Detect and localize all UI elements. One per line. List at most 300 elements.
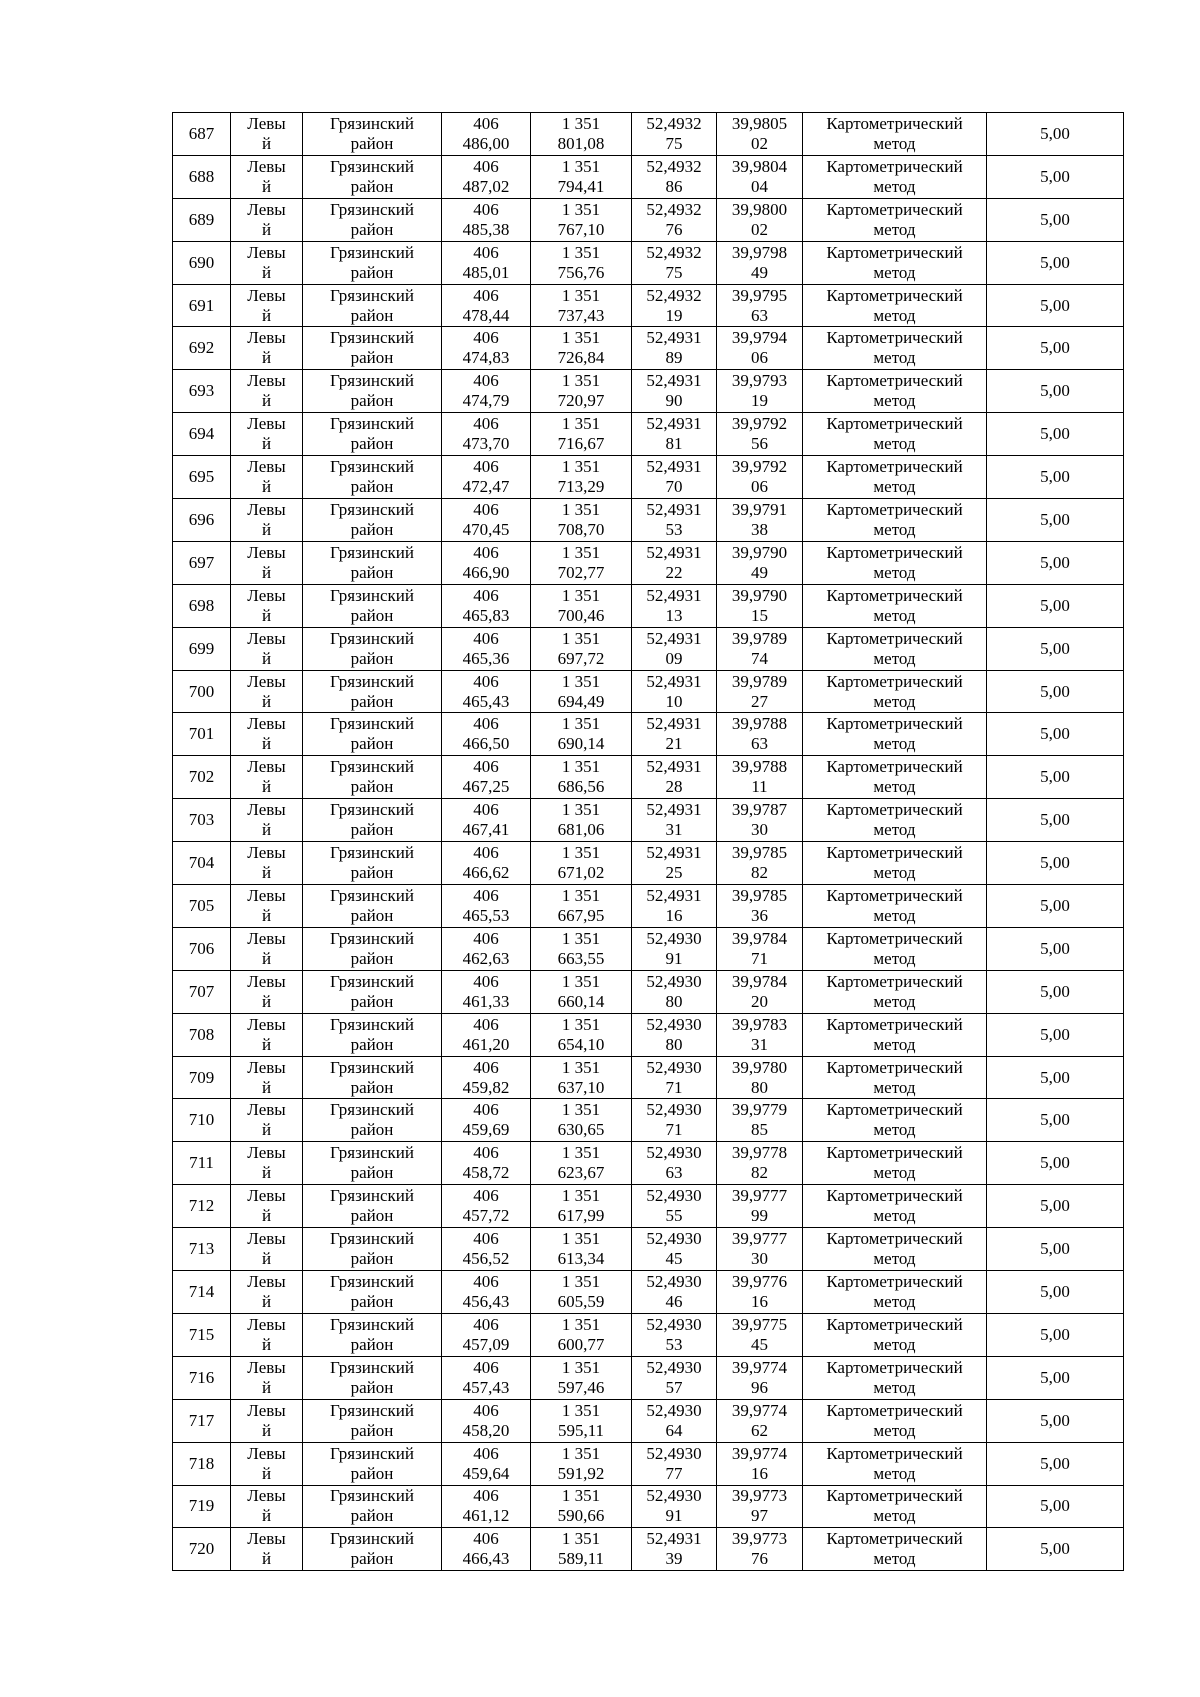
y-coordinate-line: 1 351 (561, 1100, 601, 1120)
table-row (173, 627, 1124, 670)
district-line: Грязинский (330, 156, 414, 176)
x-coordinate-line: 466,43 (462, 1549, 510, 1569)
y-coordinate-line: 1 351 (561, 1400, 601, 1420)
method-cell (803, 1056, 987, 1099)
longitude-line: 49 (751, 562, 768, 582)
point-number-cell: 688 (173, 155, 231, 198)
side-cell (231, 541, 303, 584)
y-coordinate-line: 1 351 (561, 714, 601, 734)
latitude-line: 52,4931 (646, 542, 702, 562)
method-line: Картометрический (826, 285, 963, 305)
x-coordinate-line: 406 (473, 156, 499, 176)
side-line: Левы (247, 1229, 286, 1249)
longitude-line: 16 (751, 1463, 768, 1483)
side-cell (231, 799, 303, 842)
longitude-cell (717, 670, 803, 713)
table-row (173, 799, 1124, 842)
district-cell (303, 1013, 442, 1056)
y-coordinate-line: 767,10 (557, 219, 605, 239)
accuracy-cell: 5,00 (987, 756, 1124, 799)
latitude-line: 52,4931 (646, 499, 702, 519)
district-cell (303, 1399, 442, 1442)
district-line: район (350, 691, 394, 711)
district-cell (303, 198, 442, 241)
accuracy-cell: 5,00 (987, 1056, 1124, 1099)
method-cell (803, 1356, 987, 1399)
accuracy-cell: 5,00 (987, 1185, 1124, 1228)
y-coordinate-line: 1 351 (561, 628, 601, 648)
longitude-line: 39,9798 (731, 242, 788, 262)
y-coordinate-line: 1 351 (561, 1271, 601, 1291)
side-line: Левы (247, 1186, 286, 1206)
x-coordinate-line: 485,38 (462, 219, 510, 239)
x-coordinate-cell (442, 327, 531, 370)
y-coordinate-line: 1 351 (561, 414, 601, 434)
latitude-line: 53 (665, 519, 683, 539)
x-coordinate-cell (442, 970, 531, 1013)
method-line: метод (873, 648, 916, 668)
district-line: район (350, 820, 394, 840)
latitude-line: 57 (665, 1377, 683, 1397)
longitude-cell (717, 756, 803, 799)
district-line: район (350, 863, 394, 883)
longitude-line: 39,9785 (731, 843, 788, 863)
longitude-cell (717, 584, 803, 627)
side-cell (231, 1313, 303, 1356)
point-number-cell: 719 (173, 1485, 231, 1528)
y-coordinate-line: 1 351 (561, 1057, 601, 1077)
y-coordinate-line: 700,46 (557, 605, 605, 625)
method-cell (803, 1228, 987, 1271)
latitude-line: 52,4931 (646, 800, 702, 820)
method-line: Картометрический (826, 328, 963, 348)
district-line: Грязинский (330, 714, 414, 734)
method-line: Картометрический (826, 757, 963, 777)
y-coordinate-line: 1 351 (561, 457, 601, 477)
table-row (173, 499, 1124, 542)
side-line: Левы (247, 113, 286, 133)
district-line: Грязинский (330, 199, 414, 219)
y-coordinate-cell (531, 1271, 632, 1314)
x-coordinate-line: 462,63 (462, 948, 510, 968)
district-line: Грязинский (330, 457, 414, 477)
longitude-line: 39,9805 (731, 113, 788, 133)
district-line: Грязинский (330, 1271, 414, 1291)
x-coordinate-line: 461,33 (462, 991, 510, 1011)
x-coordinate-line: 406 (473, 328, 499, 348)
side-line: й (261, 1549, 272, 1569)
district-line: Грязинский (330, 628, 414, 648)
latitude-cell (632, 456, 717, 499)
x-coordinate-cell (442, 198, 531, 241)
side-line: Левы (247, 1486, 286, 1506)
side-cell (231, 927, 303, 970)
district-line: район (350, 1120, 394, 1140)
method-line: Картометрический (826, 1529, 963, 1549)
latitude-line: 52,4932 (646, 242, 702, 262)
longitude-line: 30 (751, 1249, 768, 1269)
district-line: Грязинский (330, 1014, 414, 1034)
accuracy-cell: 5,00 (987, 799, 1124, 842)
latitude-line: 53 (665, 1334, 683, 1354)
side-line: Левы (247, 928, 286, 948)
latitude-line: 52,4931 (646, 457, 702, 477)
method-line: метод (873, 991, 916, 1011)
longitude-line: 39,9776 (731, 1271, 788, 1291)
longitude-line: 39,9792 (731, 414, 788, 434)
x-coordinate-line: 458,20 (462, 1420, 510, 1440)
y-coordinate-line: 1 351 (561, 1229, 601, 1249)
y-coordinate-line: 605,59 (557, 1291, 605, 1311)
district-cell (303, 241, 442, 284)
y-coordinate-cell (531, 670, 632, 713)
method-line: метод (873, 562, 916, 582)
y-coordinate-line: 1 351 (561, 1357, 601, 1377)
latitude-line: 52,4930 (646, 1400, 702, 1420)
method-line: метод (873, 1163, 916, 1183)
y-coordinate-line: 1 351 (561, 1529, 601, 1549)
side-cell (231, 1442, 303, 1485)
x-coordinate-line: 406 (473, 671, 499, 691)
y-coordinate-cell (531, 155, 632, 198)
y-coordinate-cell (531, 1099, 632, 1142)
side-line: Левы (247, 1143, 286, 1163)
y-coordinate-cell (531, 756, 632, 799)
method-line: метод (873, 1377, 916, 1397)
district-line: район (350, 1249, 394, 1269)
y-coordinate-line: 1 351 (561, 156, 601, 176)
district-cell (303, 155, 442, 198)
x-coordinate-cell (442, 927, 531, 970)
latitude-line: 89 (665, 348, 683, 368)
table-row (173, 1185, 1124, 1228)
side-line: Левы (247, 671, 286, 691)
district-line: Грязинский (330, 1314, 414, 1334)
table-row (173, 1356, 1124, 1399)
latitude-line: 52,4930 (646, 1443, 702, 1463)
longitude-cell (717, 1442, 803, 1485)
table-row (173, 1485, 1124, 1528)
latitude-cell (632, 1142, 717, 1185)
latitude-line: 13 (665, 605, 683, 625)
method-line: Картометрический (826, 542, 963, 562)
accuracy-cell: 5,00 (987, 584, 1124, 627)
longitude-line: 96 (751, 1377, 768, 1397)
longitude-cell (717, 1056, 803, 1099)
method-line: Картометрический (826, 885, 963, 905)
side-line: й (261, 1291, 272, 1311)
x-coordinate-cell (442, 756, 531, 799)
method-line: Картометрический (826, 499, 963, 519)
latitude-line: 77 (665, 1463, 683, 1483)
longitude-cell (717, 1313, 803, 1356)
longitude-cell (717, 713, 803, 756)
longitude-cell (717, 842, 803, 885)
district-line: район (350, 176, 394, 196)
x-coordinate-line: 406 (473, 1271, 499, 1291)
method-line: Картометрический (826, 1100, 963, 1120)
district-line: Грязинский (330, 1529, 414, 1549)
district-cell (303, 927, 442, 970)
longitude-cell (717, 1356, 803, 1399)
district-line: Грязинский (330, 414, 414, 434)
y-coordinate-cell (531, 1528, 632, 1571)
longitude-line: 39,9795 (731, 285, 788, 305)
y-coordinate-cell (531, 842, 632, 885)
side-cell (231, 627, 303, 670)
latitude-line: 52,4931 (646, 628, 702, 648)
y-coordinate-cell (531, 1442, 632, 1485)
method-cell (803, 370, 987, 413)
method-line: метод (873, 905, 916, 925)
x-coordinate-line: 406 (473, 885, 499, 905)
method-line: метод (873, 1034, 916, 1054)
x-coordinate-cell (442, 799, 531, 842)
x-coordinate-cell (442, 1356, 531, 1399)
method-cell (803, 627, 987, 670)
method-cell (803, 799, 987, 842)
method-cell (803, 1528, 987, 1571)
method-line: Картометрический (826, 971, 963, 991)
side-cell (231, 1356, 303, 1399)
y-coordinate-line: 1 351 (561, 971, 601, 991)
longitude-line: 39,9784 (731, 971, 788, 991)
point-number-cell: 687 (173, 113, 231, 156)
y-coordinate-line: 1 351 (561, 542, 601, 562)
side-line: й (261, 133, 272, 153)
longitude-cell (717, 413, 803, 456)
latitude-line: 52,4931 (646, 885, 702, 905)
longitude-cell (717, 370, 803, 413)
district-line: район (350, 519, 394, 539)
district-cell (303, 627, 442, 670)
method-line: Картометрический (826, 1314, 963, 1334)
latitude-line: 52,4932 (646, 113, 702, 133)
longitude-line: 82 (751, 1163, 768, 1183)
longitude-line: 06 (751, 348, 768, 368)
x-coordinate-line: 406 (473, 542, 499, 562)
district-cell (303, 1271, 442, 1314)
method-cell (803, 1442, 987, 1485)
latitude-cell (632, 1185, 717, 1228)
x-coordinate-line: 457,43 (462, 1377, 510, 1397)
point-number-cell: 716 (173, 1356, 231, 1399)
table-row (173, 885, 1124, 928)
district-line: район (350, 1034, 394, 1054)
point-number-cell: 689 (173, 198, 231, 241)
x-coordinate-line: 459,82 (462, 1077, 510, 1097)
x-coordinate-line: 406 (473, 1443, 499, 1463)
table-row (173, 541, 1124, 584)
longitude-cell (717, 499, 803, 542)
side-cell (231, 1013, 303, 1056)
longitude-cell (717, 627, 803, 670)
latitude-line: 91 (665, 948, 683, 968)
latitude-line: 22 (665, 562, 683, 582)
latitude-cell (632, 927, 717, 970)
latitude-line: 46 (665, 1291, 683, 1311)
x-coordinate-line: 487,02 (462, 176, 510, 196)
longitude-line: 36 (751, 905, 768, 925)
latitude-cell (632, 1013, 717, 1056)
point-number-cell: 706 (173, 927, 231, 970)
y-coordinate-cell (531, 541, 632, 584)
side-cell (231, 198, 303, 241)
side-line: Левы (247, 542, 286, 562)
x-coordinate-cell (442, 284, 531, 327)
method-line: метод (873, 305, 916, 325)
accuracy-cell: 5,00 (987, 1485, 1124, 1528)
y-coordinate-line: 1 351 (561, 928, 601, 948)
point-number-cell: 712 (173, 1185, 231, 1228)
longitude-line: 74 (751, 648, 768, 668)
method-cell (803, 198, 987, 241)
latitude-cell (632, 1442, 717, 1485)
district-cell (303, 327, 442, 370)
district-cell (303, 541, 442, 584)
latitude-line: 90 (665, 391, 683, 411)
method-cell (803, 970, 987, 1013)
y-coordinate-line: 1 351 (561, 328, 601, 348)
method-cell (803, 756, 987, 799)
longitude-line: 71 (751, 948, 768, 968)
x-coordinate-cell (442, 1442, 531, 1485)
side-line: й (261, 777, 272, 797)
y-coordinate-cell (531, 198, 632, 241)
point-number-cell: 710 (173, 1099, 231, 1142)
method-line: Картометрический (826, 928, 963, 948)
y-coordinate-line: 660,14 (557, 991, 605, 1011)
side-cell (231, 713, 303, 756)
accuracy-cell: 5,00 (987, 241, 1124, 284)
district-line: Грязинский (330, 499, 414, 519)
district-line: район (350, 1377, 394, 1397)
x-coordinate-cell (442, 1099, 531, 1142)
district-line: Грязинский (330, 1486, 414, 1506)
district-line: Грязинский (330, 928, 414, 948)
point-number-cell: 695 (173, 456, 231, 499)
x-coordinate-cell (442, 584, 531, 627)
x-coordinate-line: 486,00 (462, 133, 510, 153)
latitude-cell (632, 1099, 717, 1142)
accuracy-cell: 5,00 (987, 499, 1124, 542)
y-coordinate-line: 1 351 (561, 1143, 601, 1163)
longitude-cell (717, 327, 803, 370)
y-coordinate-line: 1 351 (561, 757, 601, 777)
side-line: Левы (247, 328, 286, 348)
table-row (173, 970, 1124, 1013)
district-line: район (350, 391, 394, 411)
y-coordinate-line: 671,02 (557, 863, 605, 883)
point-number-cell: 705 (173, 885, 231, 928)
longitude-line: 39,9792 (731, 457, 788, 477)
side-cell (231, 670, 303, 713)
method-cell (803, 1399, 987, 1442)
table-row (173, 842, 1124, 885)
latitude-line: 52,4930 (646, 1057, 702, 1077)
table-row (173, 584, 1124, 627)
district-cell (303, 799, 442, 842)
latitude-cell (632, 1271, 717, 1314)
x-coordinate-line: 465,83 (462, 605, 510, 625)
method-line: метод (873, 1506, 916, 1526)
side-line: й (261, 1249, 272, 1269)
y-coordinate-line: 1 351 (561, 1443, 601, 1463)
method-line: метод (873, 777, 916, 797)
side-line: й (261, 434, 272, 454)
x-coordinate-cell (442, 713, 531, 756)
district-line: район (350, 434, 394, 454)
method-line: Картометрический (826, 1014, 963, 1034)
longitude-line: 63 (751, 305, 768, 325)
longitude-line: 20 (751, 991, 768, 1011)
x-coordinate-line: 461,20 (462, 1034, 510, 1054)
latitude-line: 09 (665, 648, 683, 668)
method-line: Картометрический (826, 113, 963, 133)
table-row (173, 1228, 1124, 1271)
side-line: Левы (247, 1271, 286, 1291)
accuracy-cell: 5,00 (987, 670, 1124, 713)
longitude-line: 39,9788 (731, 757, 788, 777)
district-line: Грязинский (330, 1229, 414, 1249)
longitude-line: 39,9784 (731, 928, 788, 948)
method-cell (803, 1185, 987, 1228)
side-line: й (261, 477, 272, 497)
method-line: Картометрический (826, 199, 963, 219)
table-row (173, 670, 1124, 713)
longitude-cell (717, 799, 803, 842)
side-line: й (261, 991, 272, 1011)
y-coordinate-line: 590,66 (557, 1506, 605, 1526)
side-line: й (261, 734, 272, 754)
accuracy-cell: 5,00 (987, 284, 1124, 327)
y-coordinate-line: 694,49 (557, 691, 605, 711)
y-coordinate-line: 654,10 (557, 1034, 605, 1054)
latitude-line: 52,4930 (646, 1486, 702, 1506)
side-line: й (261, 348, 272, 368)
x-coordinate-line: 456,43 (462, 1291, 510, 1311)
side-line: й (261, 648, 272, 668)
district-cell (303, 756, 442, 799)
latitude-line: 19 (665, 305, 683, 325)
latitude-cell (632, 1485, 717, 1528)
x-coordinate-cell (442, 1185, 531, 1228)
method-line: Картометрический (826, 1229, 963, 1249)
district-line: район (350, 562, 394, 582)
longitude-line: 62 (751, 1420, 768, 1440)
district-cell (303, 1099, 442, 1142)
x-coordinate-line: 406 (473, 1057, 499, 1077)
district-line: район (350, 348, 394, 368)
method-line: Картометрический (826, 1443, 963, 1463)
side-line: Левы (247, 843, 286, 863)
side-line: й (261, 905, 272, 925)
district-line: Грязинский (330, 371, 414, 391)
method-line: метод (873, 1334, 916, 1354)
x-coordinate-line: 457,09 (462, 1334, 510, 1354)
district-cell (303, 456, 442, 499)
y-coordinate-line: 1 351 (561, 199, 601, 219)
method-line: Картометрический (826, 457, 963, 477)
y-coordinate-line: 1 351 (561, 499, 601, 519)
accuracy-cell: 5,00 (987, 327, 1124, 370)
point-number-cell: 690 (173, 241, 231, 284)
latitude-cell (632, 713, 717, 756)
y-coordinate-line: 597,46 (557, 1377, 605, 1397)
table-row (173, 927, 1124, 970)
latitude-cell (632, 584, 717, 627)
y-coordinate-line: 617,99 (557, 1206, 605, 1226)
